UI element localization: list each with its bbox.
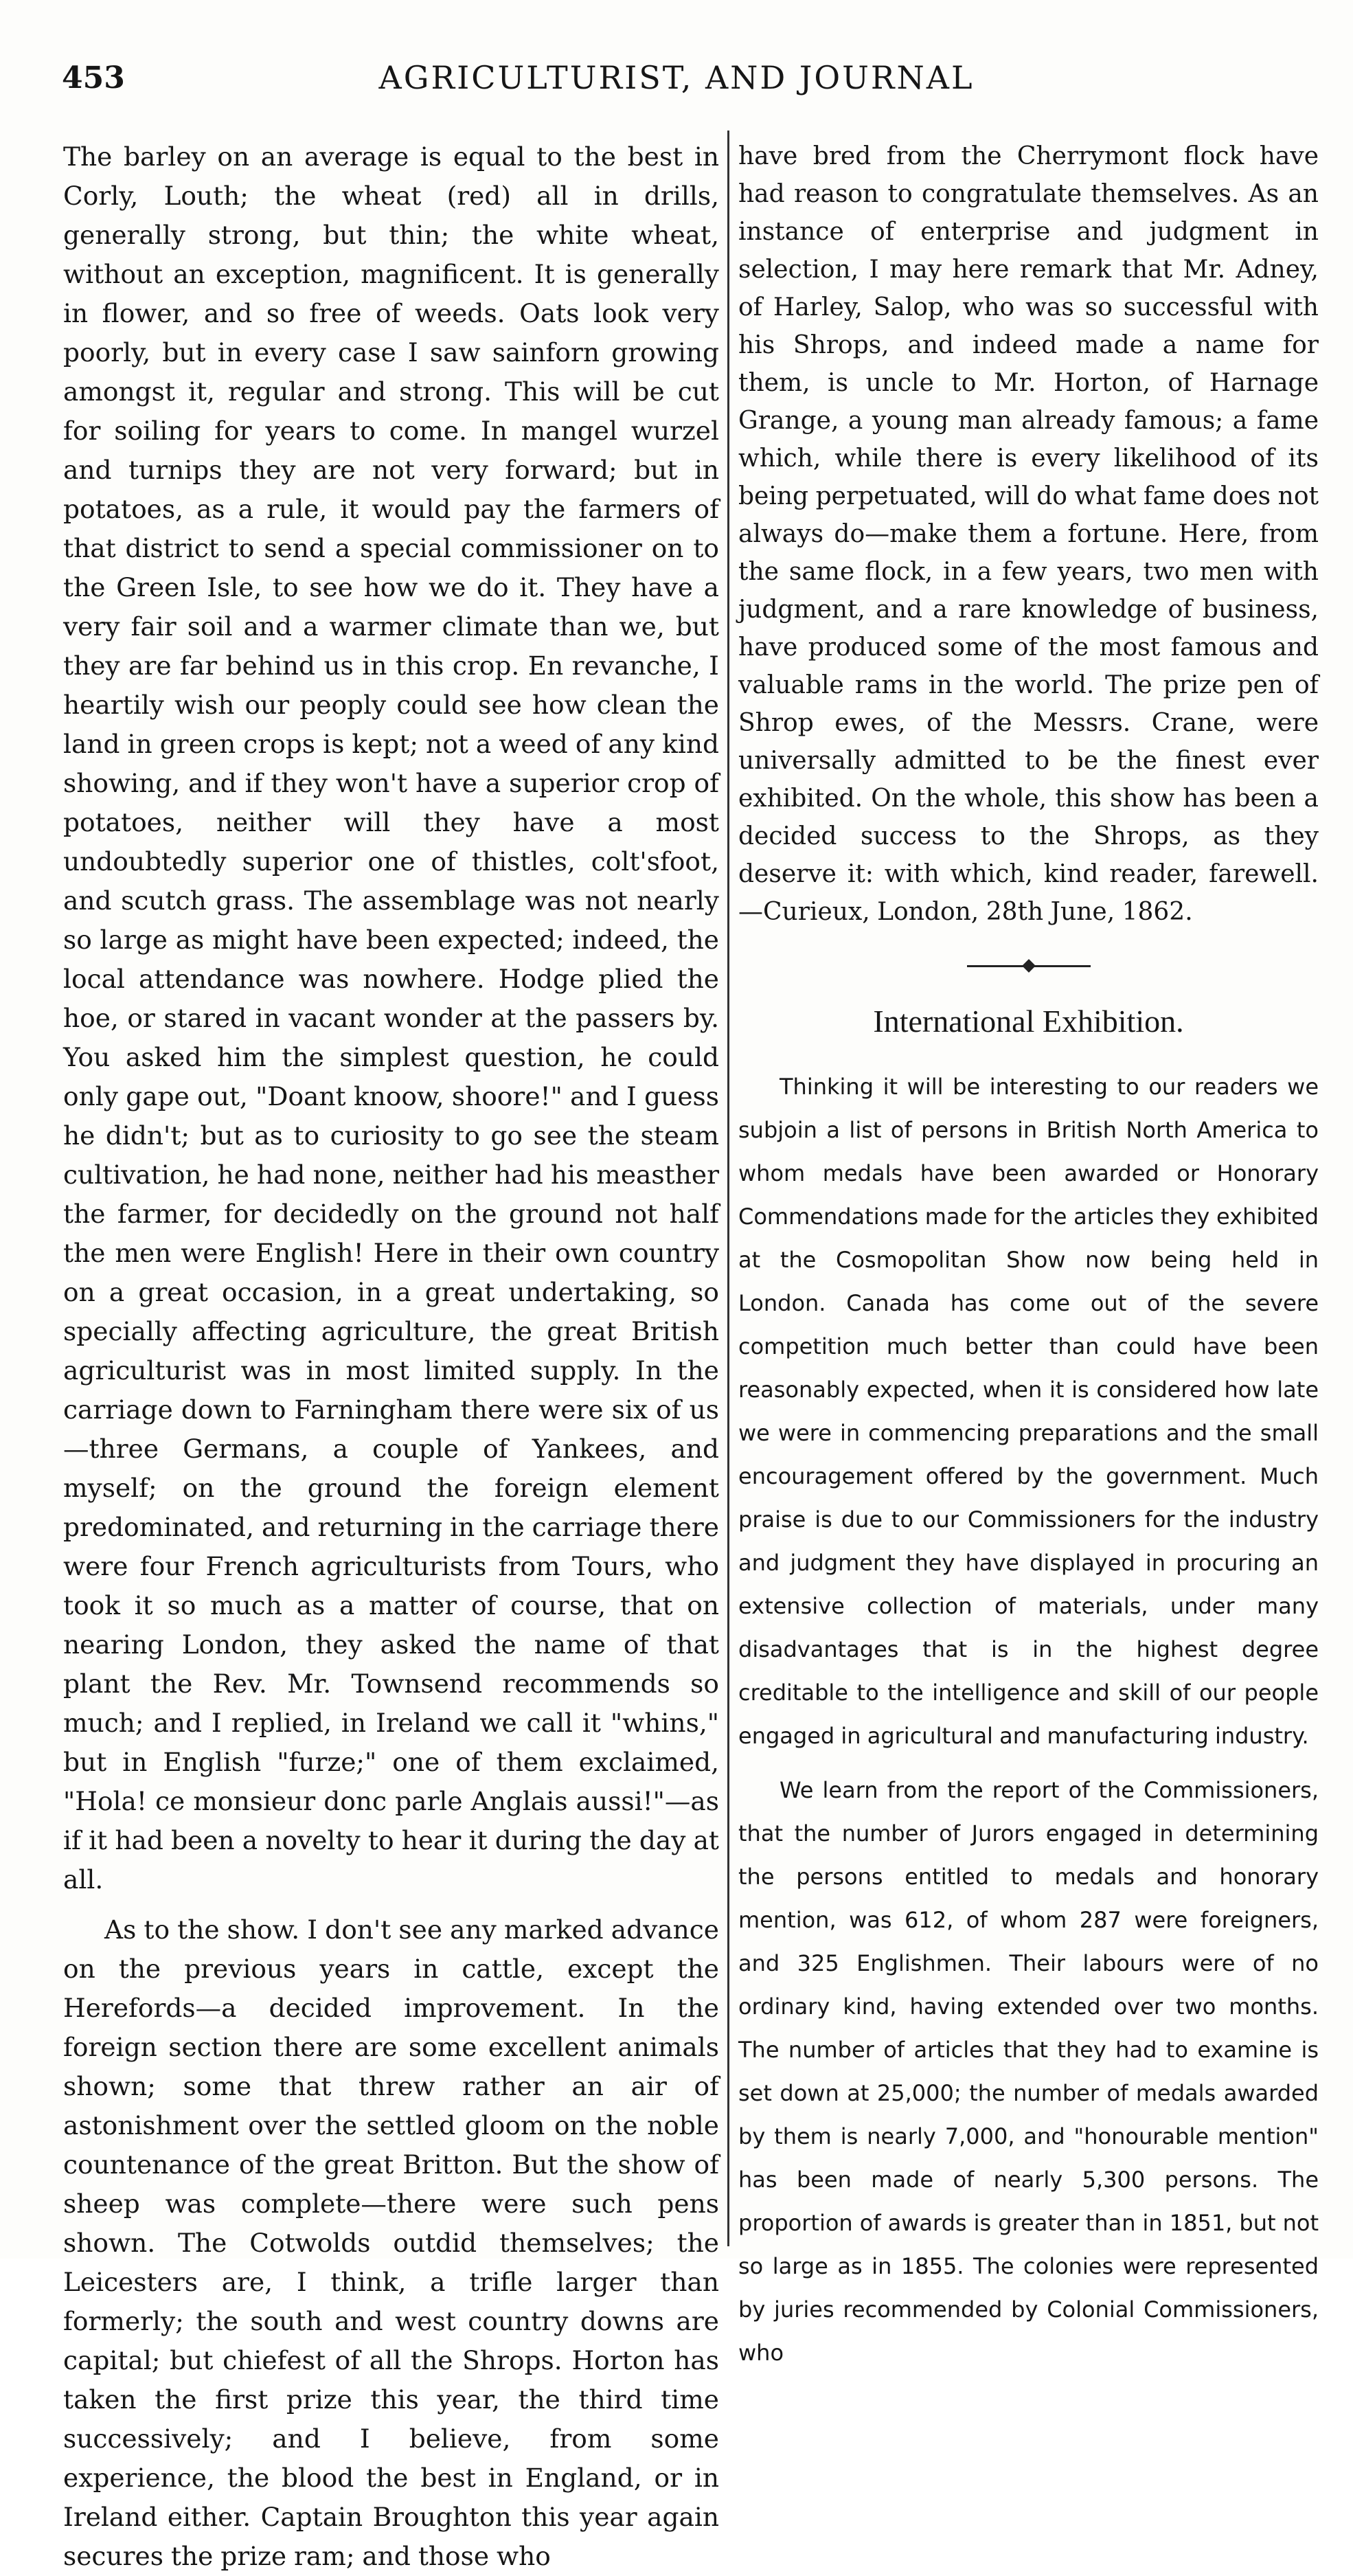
article-paragraph [63,1910,719,2576]
paragraph-text: The barley on an average is equal to the best in Corly, Louth; the wheat (red) all in drills, generally strong, but thin; the white wheat, without an exception, magnificent. It is generally in flower, and so free of weeds. Oats look very poorly, but in every case I saw sainforn growing amongst it, regular and strong. This will be cut for soiling for years to come. In mangel wurzel and turnips they are not very forward; but in potatoes, as a rule, it would pay the farmers of that district to send a special commissioner on to the Green Isle, to see how we do it. They have a very fair soil and a warmer climate than we, but they are far behind us in this crop. En revanche, I heartily wish our peoply could see how clean the land in green crops is kept; not a weed of any kind showing, and if they won't have a superior crop of potatoes, neither will they have a most undoubtedly superior one of thistles, colt'sfoot, and scutch grass. The assemblage was not nearly so large as might have been expected; indeed, the local attendance was nowhere. Hodge plied the hoe, or stared in vacant wonder at the passers by. You asked him the simplest question, he could only gape out, "Doant knoow, shoore!" and I guess he didn't; but as to curiosity to go see the steam cultivation, he had none, neither had his measther the farmer, for decidedly on the ground not half the men were English! Here in their own country on a great occasion, in a great undertaking, so specially affecting agriculture, the great British agriculturist was in most limited supply. In the carriage down to Farningham there were six of us—three Germans, a couple of Yankees, and myself; on the ground the foreign element predominated, and returning in the carriage there were four French agriculturists from Tours, who took it so much as a matter of course, that on nearing London, they asked the name of that plant the Rev. Mr. Townsend recommends so much; and I replied, in Ireland we call it "whins," but in English "furze;" one of them exclaimed, "Hola! ce monsieur donc parle Anglais aussi!"—as if it had been a novelty to hear it during the day at all. [63,142,719,1895]
article-paragraph [738,1065,1319,1758]
article-paragraph [738,137,1319,931]
running-head [55,54,1298,102]
paragraph-text: As to the show. I don't see any marked advance on the previous years in cattle, except the Herefords—a decided improvement. In the foreign section there are some excellent animals shown; some that threw rather an air of astonishment over the settled gloom on the noble countenance of the great Britton. But the show of sheep was complete—there were such pens shown. The Cotwolds outdid themselves; the Leicesters are, I think, a trifle larger than formerly; the south and west country downs are capital; but chiefest of all the Shrops. Horton has taken the first prize this year, the third time successively; and I believe, from some experience, the blood the best in England, or in Ireland either. Captain Broughton this year again secures the prize ram; and those who [63,1914,719,2571]
section-separator [967,956,1091,976]
article-paragraph [63,137,719,1899]
section-heading: International Exhibition. [873,1004,1184,1039]
paragraph-text: We learn from the report of the Commissioners, that the number of Jurors engaged in determining the persons entitled to medals and honorary mention, was 612, of whom 287 were foreigners, and 325 Englishmen. Their labours were of no ordinary kind, having extended over two months. The number of articles that they had to examine is set down at 25,000; the number of medals awarded by them is nearly 7,000, and "honourable mention" has been made of nearly 5,300 persons. The proportion of awards is greater than in 1851, but not so large as in 1855. The colonies were represented by juries recommended by Colonial Commissioners, who [738,1777,1319,2366]
separator-ornament-icon [1022,959,1036,973]
article-paragraph [738,1769,1319,2375]
left-column [63,137,719,2571]
right-column [738,137,1319,2366]
page-number: 453 [62,60,125,95]
paragraph-text: Thinking it will be interesting to our readers we subjoin a list of persons in British North America to whom medals have been awarded or Honorary Commendations made for the articles they exhibited at the Cosmopolitan Show now being held in London. Canada has come out of the severe competition much better than could have been reasonably expected, when it is considered how late we were in commencing preparations and the small encouragement offered by the government. Much praise is due to our Commissioners for the industry and judgment they have displayed in procuring an extensive collection of materials, under many disadvantages that is in the highest degree creditable to the intelligence and skill of our people engaged in agricultural and manufacturing industry. [738,1074,1319,1749]
column-divider [727,131,729,2246]
journal-title: AGRICULTURIST, AND JOURNAL [378,59,975,96]
paragraph-text: have bred from the Cherrymont flock have had reason to congratulate themselves. As an instance of enterprise and judgment in selection, I may here remark that Mr. Adney, of Harley, Salop, who was so successful with his Shrops, and indeed made a name for them, is uncle to Mr. Horton, of Harnage Grange, a young man already famous; a fame which, while there is every likelihood of its being perpetuated, will do what fame does not always do—make them a fortune. Here, from the same flock, in a few years, two men with judgment, and a rare knowledge of business, have produced some of the most famous and valuable rams in the world. The prize pen of Shrop ewes, of the Messrs. Crane, were universally admitted to be the finest ever exhibited. On the whole, this show has been a decided success to the Shrops, as they deserve it: with which, kind reader, farewell.—Curieux, London, 28th June, 1862. [738,142,1319,926]
